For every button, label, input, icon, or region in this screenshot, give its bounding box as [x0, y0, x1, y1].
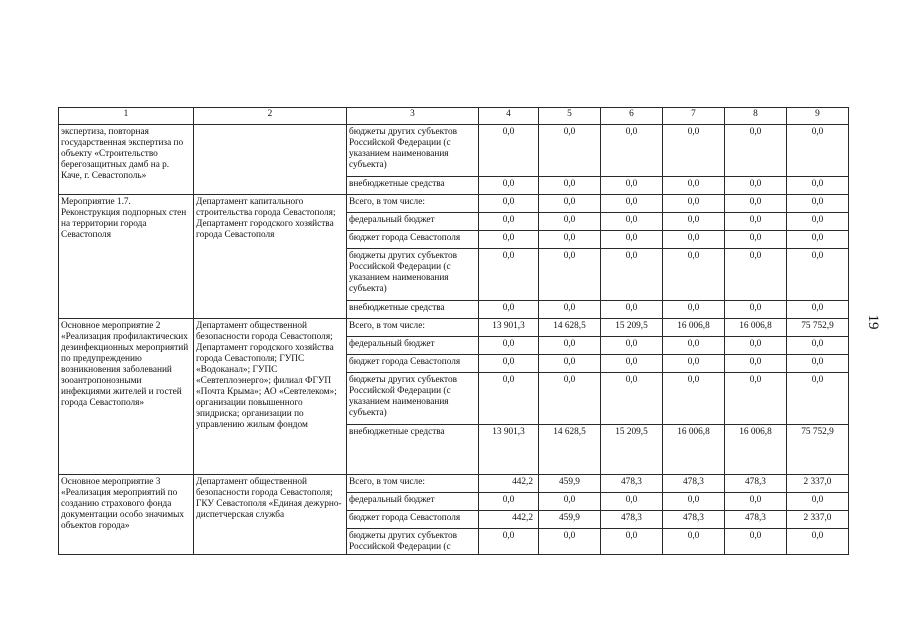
value-cell: 0,0 — [725, 195, 787, 213]
value-cell: 0,0 — [787, 213, 849, 231]
value-cell: 0,0 — [663, 125, 725, 177]
value-cell: 478,3 — [725, 475, 787, 493]
value-cell: 0,0 — [539, 493, 601, 511]
value-cell: 14 628,5 — [539, 425, 601, 475]
value-cell: 0,0 — [539, 249, 601, 301]
value-cell: 0,0 — [601, 493, 663, 511]
value-cell: 0,0 — [787, 249, 849, 301]
value-cell: 0,0 — [601, 231, 663, 249]
source-cell: бюджет города Севастополя — [347, 355, 479, 373]
header-cell: 2 — [194, 108, 347, 125]
table-row — [59, 319, 849, 337]
value-cell: 0,0 — [787, 177, 849, 195]
source-cell: Всего, в том числе: — [347, 319, 479, 337]
source-cell: бюджеты других субъектов Российской Федерации (с указанием наименования субъекта) — [347, 373, 479, 425]
value-cell: 0,0 — [479, 195, 539, 213]
value-cell: 459,9 — [539, 511, 601, 529]
value-cell: 0,0 — [663, 249, 725, 301]
value-cell: 0,0 — [539, 529, 601, 555]
value-cell: 0,0 — [539, 195, 601, 213]
measure-cell: Мероприятие 1.7. Реконструкция подпорных стен на территории города Севастополя — [59, 195, 194, 319]
budget-table — [58, 107, 849, 555]
value-cell: 0,0 — [725, 301, 787, 319]
value-cell: 0,0 — [539, 301, 601, 319]
value-cell: 0,0 — [601, 213, 663, 231]
source-cell: бюджеты других субъектов Российской Федерации (с — [347, 529, 479, 555]
source-cell: бюджеты других субъектов Российской Федерации (с указанием наименования субъекта) — [347, 249, 479, 301]
value-cell: 478,3 — [725, 511, 787, 529]
value-cell: 0,0 — [663, 355, 725, 373]
value-cell: 0,0 — [663, 529, 725, 555]
value-cell: 0,0 — [539, 337, 601, 355]
value-cell: 0,0 — [601, 337, 663, 355]
value-cell: 478,3 — [663, 475, 725, 493]
value-cell: 0,0 — [663, 213, 725, 231]
table-row — [59, 475, 849, 493]
value-cell: 0,0 — [663, 177, 725, 195]
value-cell: 0,0 — [601, 125, 663, 177]
value-cell: 0,0 — [663, 301, 725, 319]
source-cell: бюджеты других субъектов Российской Федерации (с указанием наименования субъекта) — [347, 125, 479, 177]
value-cell: 75 752,9 — [787, 319, 849, 337]
value-cell: 0,0 — [479, 301, 539, 319]
value-cell: 0,0 — [725, 177, 787, 195]
value-cell: 0,0 — [725, 493, 787, 511]
value-cell: 0,0 — [601, 301, 663, 319]
source-cell: внебюджетные средства — [347, 301, 479, 319]
value-cell: 0,0 — [601, 177, 663, 195]
header-cell: 5 — [539, 108, 601, 125]
executor-cell: Департамент капитального строительства города Севастополя; Департамент городского хозяйства города Севастополя — [194, 195, 347, 319]
value-cell: 0,0 — [601, 529, 663, 555]
value-cell: 15 209,5 — [601, 319, 663, 337]
value-cell: 0,0 — [539, 231, 601, 249]
header-cell: 4 — [479, 108, 539, 125]
page-number: 19 — [865, 314, 881, 330]
measure-cell: экспертиза, повторная государственная экспертиза по объекту «Строительство берегозащитных дамб на р. Каче, г. Севастополь» — [59, 125, 194, 195]
header-cell: 7 — [663, 108, 725, 125]
value-cell: 16 006,8 — [725, 425, 787, 475]
value-cell: 0,0 — [725, 373, 787, 425]
table-row — [59, 125, 849, 177]
value-cell: 0,0 — [725, 355, 787, 373]
value-cell: 0,0 — [663, 373, 725, 425]
header-cell: 6 — [601, 108, 663, 125]
source-cell: федеральный бюджет — [347, 493, 479, 511]
value-cell: 0,0 — [479, 529, 539, 555]
value-cell: 0,0 — [663, 195, 725, 213]
value-cell: 16 006,8 — [663, 319, 725, 337]
value-cell: 478,3 — [601, 511, 663, 529]
executor-cell: Департамент общественной безопасности города Севастополя; ГКУ Севастополя «Единая дежурно-диспетчерская служба — [194, 475, 347, 555]
executor-cell: Департамент общественной безопасности города Севастополя; Департамент городского хозяйства города Севастополя; ГУПС «Водоканал»; ГУПС «Севтеплоэнерго»; филиал ФГУП «Почта Крыма»; АО «Севтелеком»; организации повышенного эпидриска; организации по управлению жилым фондом — [194, 319, 347, 475]
value-cell: 0,0 — [539, 355, 601, 373]
value-cell: 0,0 — [479, 373, 539, 425]
value-cell: 0,0 — [725, 529, 787, 555]
value-cell: 0,0 — [539, 373, 601, 425]
source-cell: федеральный бюджет — [347, 337, 479, 355]
measure-cell: Основное мероприятие 2 «Реализация профилактических дезинфекционных мероприятий по предупреждению возникновения заболеваний зооантропонозными инфекциями жителей и гостей города Севастополя» — [59, 319, 194, 475]
value-cell: 13 901,3 — [479, 425, 539, 475]
source-cell: бюджет города Севастополя — [347, 511, 479, 529]
value-cell: 16 006,8 — [725, 319, 787, 337]
value-cell: 13 901,3 — [479, 319, 539, 337]
value-cell: 478,3 — [601, 475, 663, 493]
value-cell: 0,0 — [787, 125, 849, 177]
measure-cell: Основное мероприятие 3 «Реализация мероприятий по созданию страхового фонда документации особо значимых объектов города» — [59, 475, 194, 555]
value-cell: 0,0 — [601, 195, 663, 213]
value-cell: 0,0 — [725, 231, 787, 249]
value-cell: 0,0 — [539, 213, 601, 231]
table-row — [59, 195, 849, 213]
value-cell: 0,0 — [479, 337, 539, 355]
value-cell: 0,0 — [787, 301, 849, 319]
executor-cell — [194, 125, 347, 195]
value-cell: 0,0 — [787, 231, 849, 249]
value-cell: 0,0 — [601, 373, 663, 425]
value-cell: 14 628,5 — [539, 319, 601, 337]
value-cell: 0,0 — [479, 355, 539, 373]
value-cell: 2 337,0 — [787, 511, 849, 529]
value-cell: 75 752,9 — [787, 425, 849, 475]
header-cell: 9 — [787, 108, 849, 125]
value-cell: 0,0 — [663, 493, 725, 511]
value-cell: 0,0 — [479, 213, 539, 231]
header-cell: 3 — [347, 108, 479, 125]
value-cell: 459,9 — [539, 475, 601, 493]
value-cell: 0,0 — [663, 231, 725, 249]
value-cell: 478,3 — [663, 511, 725, 529]
header-cell: 1 — [59, 108, 194, 125]
value-cell: 0,0 — [725, 213, 787, 231]
value-cell: 15 209,5 — [601, 425, 663, 475]
value-cell: 0,0 — [479, 249, 539, 301]
value-cell: 0,0 — [479, 493, 539, 511]
header-row — [59, 108, 849, 125]
value-cell: 0,0 — [539, 125, 601, 177]
source-cell: Всего, в том числе: — [347, 475, 479, 493]
source-cell: Всего, в том числе: — [347, 195, 479, 213]
value-cell: 0,0 — [601, 355, 663, 373]
source-cell: внебюджетные средства — [347, 177, 479, 195]
value-cell: 0,0 — [479, 177, 539, 195]
value-cell: 0,0 — [787, 373, 849, 425]
value-cell: 0,0 — [787, 337, 849, 355]
value-cell: 0,0 — [725, 125, 787, 177]
value-cell: 0,0 — [787, 195, 849, 213]
value-cell: 0,0 — [479, 125, 539, 177]
header-cell: 8 — [725, 108, 787, 125]
value-cell: 0,0 — [787, 355, 849, 373]
value-cell: 0,0 — [479, 231, 539, 249]
value-cell: 16 006,8 — [663, 425, 725, 475]
value-cell: 442,2 — [479, 511, 539, 529]
value-cell: 0,0 — [601, 249, 663, 301]
value-cell: 0,0 — [787, 493, 849, 511]
source-cell: бюджет города Севастополя — [347, 231, 479, 249]
source-cell: внебюджетные средства — [347, 425, 479, 475]
value-cell: 0,0 — [539, 177, 601, 195]
value-cell: 0,0 — [663, 337, 725, 355]
source-cell: федеральный бюджет — [347, 213, 479, 231]
value-cell: 0,0 — [725, 249, 787, 301]
value-cell: 0,0 — [787, 529, 849, 555]
value-cell: 0,0 — [725, 337, 787, 355]
value-cell: 2 337,0 — [787, 475, 849, 493]
value-cell: 442,2 — [479, 475, 539, 493]
